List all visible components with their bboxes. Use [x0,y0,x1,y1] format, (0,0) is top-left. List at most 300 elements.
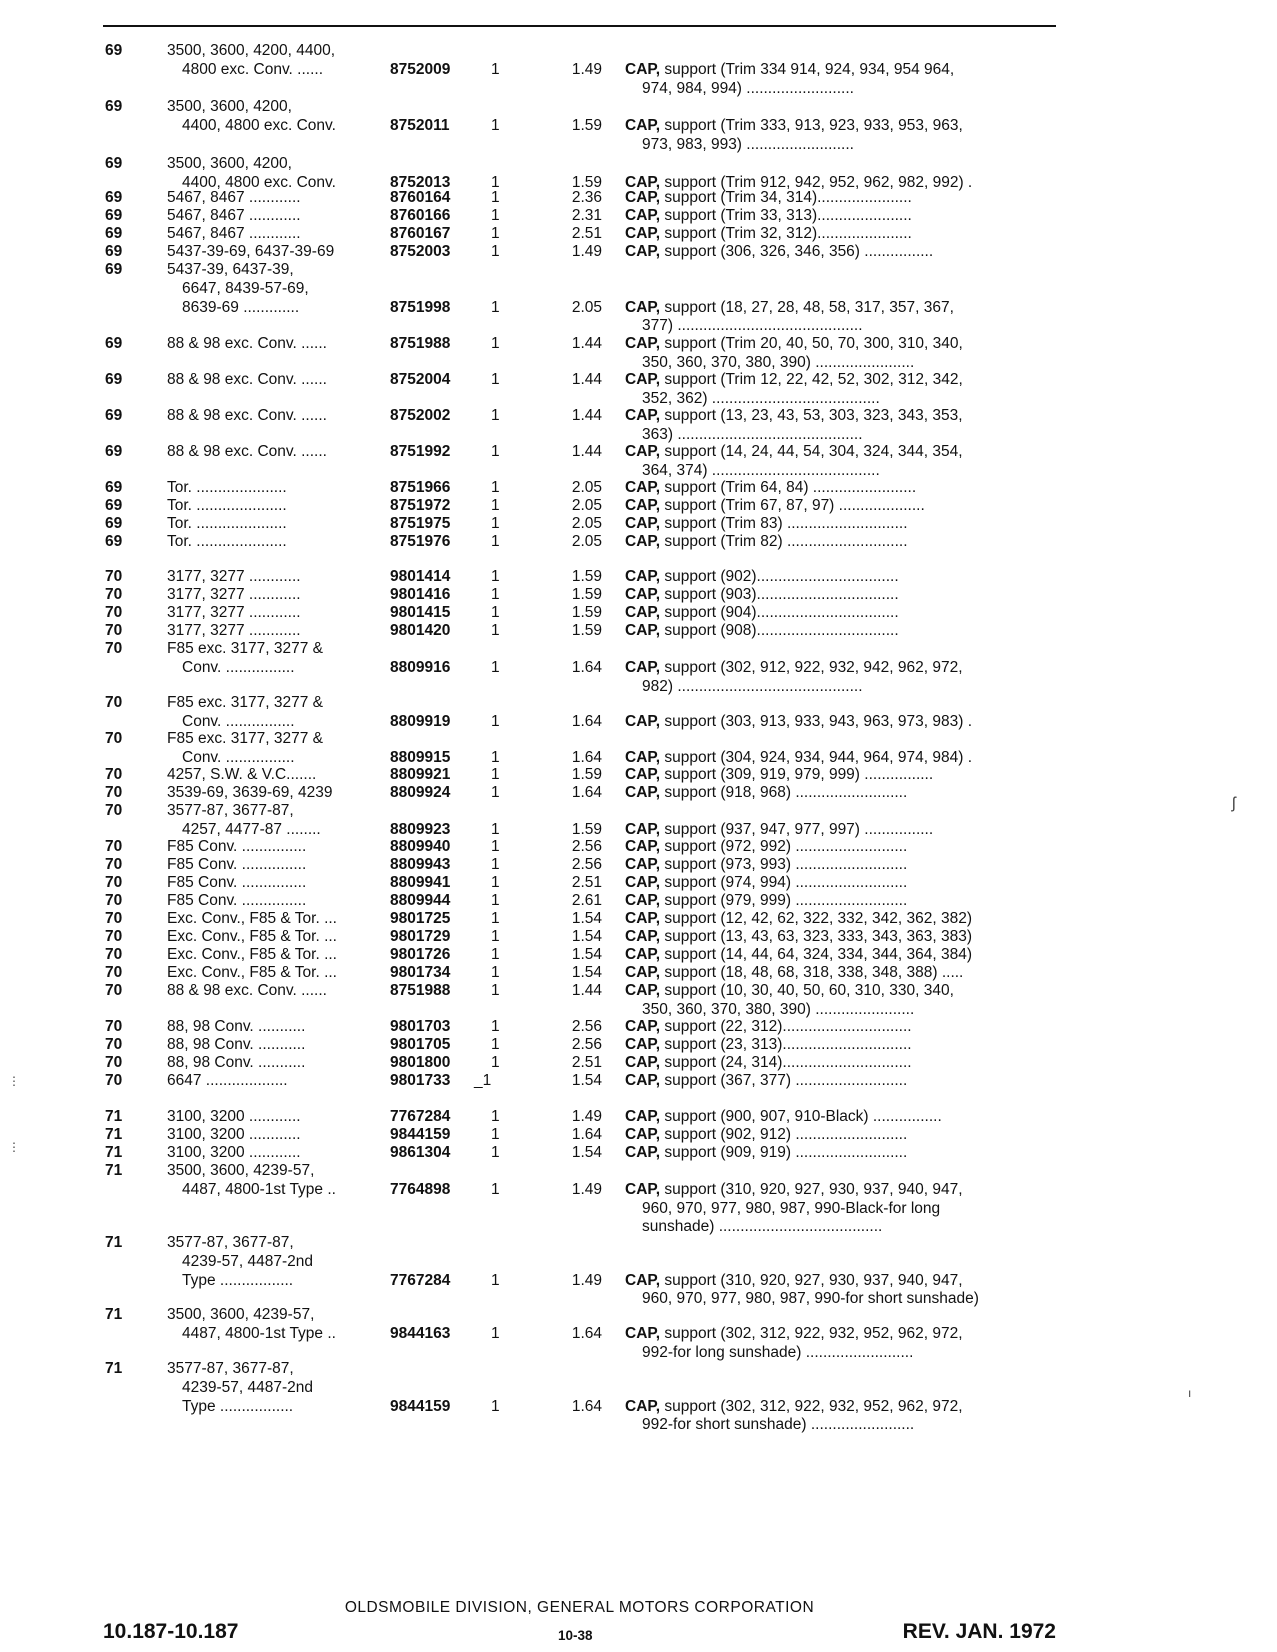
part-number: 8752004 [390,371,451,388]
part-description [625,784,1057,803]
model-line: 3500, 3600, 4239-57, [167,1306,315,1323]
model-year: 70 [105,1054,123,1071]
description-keyword: CAP, [625,964,661,981]
model-line: 5467, 8467 ............ [167,207,301,224]
quantity: 1 [491,60,500,78]
description-keyword: CAP, [625,1018,661,1035]
quantity: 1 [491,568,500,585]
part-description [625,910,1057,929]
model-applicability [167,838,385,857]
quantity: 1 [491,371,500,388]
model-line: Type ................. [182,1397,294,1415]
part-number: 8809923 [390,820,451,838]
part-number: 9801733 [390,1072,451,1089]
part-number: 8809940 [390,838,451,855]
model-line: 4800 exc. Conv. ...... [182,60,324,78]
part-number: 9801725 [390,910,451,927]
model-applicability [167,640,385,678]
description-line: 974, 984, 994) ......................... [642,79,854,97]
quantity: 1 [491,207,500,224]
price: 2.61 [571,892,602,909]
description-line: CAP, support (302, 312, 922, 932, 952, 962, 972, [625,1397,963,1415]
price: 1.64 [571,712,602,730]
part-number: 8760164 [390,189,451,206]
part-description [625,117,1057,155]
description-line: 377) ........................................... [642,317,863,335]
description-line: 992-for long sunshade) ......................... [642,1343,914,1361]
model-year: 70 [105,640,123,657]
model-year: 69 [105,443,123,460]
model-year: 71 [105,1126,123,1143]
description-line: 350, 360, 370, 380, 390) ....................... [642,1000,915,1018]
model-line: 3577-87, 3677-87, [167,1360,294,1377]
part-number: 8751972 [390,497,451,514]
description-keyword: CAP, [625,1054,661,1071]
model-applicability [167,1072,385,1091]
model-line: 4487, 4800-1st Type .. [182,1180,336,1198]
description-line: CAP, support (302, 312, 922, 932, 952, 962, 972, [625,1324,963,1342]
model-line: F85 exc. 3177, 3277 & [167,730,323,747]
description-line: CAP, support (10, 30, 40, 50, 60, 310, 330, 340, [625,982,954,999]
quantity: 1 [491,298,500,316]
description-line: 973, 983, 993) ......................... [642,135,854,153]
model-line: 6647, 8439-57-69, [182,279,309,297]
model-year: 69 [105,533,123,550]
part-description [625,497,1057,516]
model-line: 3500, 3600, 4200, [167,98,292,115]
description-line: CAP, support (937, 947, 977, 997) ................ [625,820,934,838]
price: 1.54 [571,964,602,981]
model-year: 70 [105,946,123,963]
price: 2.05 [571,515,602,532]
quantity: 1 [491,479,500,496]
part-number: 8809943 [390,856,451,873]
part-description [625,407,1057,445]
quantity: 1 [491,604,500,621]
description-line: CAP, support (900, 907, 910-Black) ................ [625,1108,942,1125]
description-line: CAP, support (18, 27, 28, 48, 58, 317, 357, 367, [625,298,954,316]
description-keyword: CAP, [625,874,661,891]
model-applicability [167,928,385,947]
part-description [625,586,1057,605]
description-line: CAP, support (974, 994) .......................... [625,874,908,891]
description-line: CAP, support (Trim 334 914, 924, 934, 954 964, [625,60,955,78]
model-applicability [167,98,385,136]
model-applicability [167,604,385,623]
description-keyword: CAP, [625,1072,661,1089]
quantity: 1 [491,856,500,873]
model-year: 69 [105,225,123,242]
model-line: F85 Conv. ............... [167,874,307,891]
model-year: 69 [105,407,123,424]
model-applicability [167,1054,385,1073]
model-applicability [167,1306,385,1344]
page-ref: 10.187-10.187 [103,1620,239,1643]
description-keyword: CAP, [625,1126,661,1143]
model-applicability [167,1162,385,1200]
price: 1.59 [571,173,602,191]
quantity: 1 [491,784,500,801]
model-year: 70 [105,892,123,909]
quantity: 1 [491,515,500,532]
price: 2.05 [571,533,602,550]
quantity: 1 [491,497,500,514]
model-year: 70 [105,874,123,891]
description-line: CAP, support (Trim 32, 312)...................... [625,225,912,242]
description-line: sunshade) ...................................... [642,1218,883,1236]
price: 2.56 [571,1018,602,1035]
model-applicability [167,892,385,911]
price: 2.51 [571,1054,602,1071]
part-number: 8751966 [390,479,451,496]
price: 1.54 [571,946,602,963]
price: 1.59 [571,568,602,585]
description-keyword: CAP, [625,838,661,855]
model-line: 5467, 8467 ............ [167,225,301,242]
description-line: CAP, support (Trim 33, 313)...................... [625,207,912,224]
model-line: Exc. Conv., F85 & Tor. ... [167,946,337,963]
model-line: 4400, 4800 exc. Conv. [182,116,336,134]
model-applicability [167,1018,385,1037]
model-year: 69 [105,335,123,352]
description-keyword: CAP, [625,586,661,603]
quantity: 1 [491,928,500,945]
part-description [625,1054,1057,1073]
part-number: 8751975 [390,515,451,532]
part-description [625,189,1057,208]
part-description [625,335,1057,373]
model-line: 3177, 3277 ............ [167,568,301,585]
model-applicability [167,243,385,262]
description-keyword: CAP, [625,1324,661,1342]
price: 1.44 [571,443,602,460]
model-line: 3500, 3600, 4239-57, [167,1162,315,1179]
part-description [625,1108,1057,1127]
price: 1.54 [571,910,602,927]
model-line: 3577-87, 3677-87, [167,1234,294,1251]
model-line: F85 Conv. ............... [167,838,307,855]
model-year: 70 [105,982,123,999]
top-rule [103,25,1056,27]
description-keyword: CAP, [625,766,661,783]
model-line: F85 Conv. ............... [167,892,307,909]
part-number: 8809924 [390,784,451,801]
part-description [625,821,1057,840]
model-year: 71 [105,1234,123,1251]
part-number: 8752003 [390,243,451,260]
model-year: 71 [105,1144,123,1161]
model-line: 3539-69, 3639-69, 4239 [167,784,333,801]
model-applicability [167,42,385,80]
part-number: 9801420 [390,622,451,639]
model-year: 70 [105,1018,123,1035]
model-applicability [167,371,385,390]
model-year: 70 [105,766,123,783]
part-description [625,1272,1057,1310]
price: 2.31 [571,207,602,224]
scan-mark: ʃ [1232,795,1236,812]
quantity: 1 [491,748,500,766]
description-keyword: CAP, [625,533,661,550]
quantity: 1 [491,243,500,260]
model-applicability [167,1126,385,1145]
description-keyword: CAP, [625,298,661,316]
model-year: 69 [105,371,123,388]
description-keyword: CAP, [625,60,661,78]
quantity: 1 [491,946,500,963]
part-description [625,874,1057,893]
part-number: 9801416 [390,586,451,603]
description-line: CAP, support (Trim 333, 913, 923, 933, 953, 963, [625,116,963,134]
description-keyword: CAP, [625,1271,661,1289]
description-line: CAP, support (904)................................. [625,604,899,621]
description-keyword: CAP, [625,515,661,532]
model-line: 88 & 98 exc. Conv. ...... [167,982,327,999]
price: 1.59 [571,820,602,838]
part-description [625,1325,1057,1363]
model-applicability [167,586,385,605]
model-year: 69 [105,207,123,224]
model-applicability [167,694,385,732]
model-line: Tor. ..................... [167,533,287,550]
price: 2.56 [571,838,602,855]
model-year: 70 [105,784,123,801]
model-applicability [167,1360,385,1416]
part-number: 8752009 [390,60,451,78]
model-applicability [167,407,385,426]
model-applicability [167,479,385,498]
model-line: 5437-39-69, 6437-39-69 [167,243,335,260]
part-description [625,243,1057,262]
model-line: 88, 98 Conv. ........... [167,1018,306,1035]
description-line: CAP, support (Trim 12, 22, 42, 52, 302, 312, 342, [625,371,963,388]
price: 1.44 [571,407,602,424]
part-number: 8751998 [390,298,451,316]
part-description [625,61,1057,99]
model-line: 4400, 4800 exc. Conv. [182,173,336,191]
model-applicability [167,155,385,193]
part-number: 9801734 [390,964,451,981]
price: 1.59 [571,604,602,621]
description-line: CAP, support (18, 48, 68, 318, 338, 348, 388) ..... [625,964,964,981]
model-line: Conv. ................ [182,748,295,766]
quantity: 1 [491,658,500,676]
model-line: 4239-57, 4487-2nd [182,1378,314,1396]
description-keyword: CAP, [625,748,661,766]
model-line: Exc. Conv., F85 & Tor. ... [167,964,337,981]
scan-mark: ı [1188,1386,1192,1400]
part-description [625,568,1057,587]
part-number: 8752013 [390,173,451,191]
description-line: 352, 362) ....................................... [642,389,880,407]
part-description [625,1018,1057,1037]
description-keyword: CAP, [625,173,661,191]
quantity: 1 [491,407,500,424]
quantity: 1 [491,1018,500,1035]
model-year: 70 [105,802,123,819]
description-keyword: CAP, [625,207,661,224]
quantity: 1 [491,1271,500,1289]
model-line: 5437-39, 6437-39, [167,261,294,278]
description-line: CAP, support (304, 924, 934, 944, 964, 974, 984) . [625,748,972,766]
model-applicability [167,622,385,641]
quantity: 1 [491,533,500,550]
model-line: 3577-87, 3677-87, [167,802,294,819]
part-number: 8809921 [390,766,451,783]
part-number: 9801415 [390,604,451,621]
model-line: Tor. ..................... [167,515,287,532]
description-line: CAP, support (Trim 20, 40, 50, 70, 300, 310, 340, [625,335,963,352]
description-keyword: CAP, [625,658,661,676]
part-description [625,1126,1057,1145]
quantity: 1 [491,1180,500,1198]
model-year: 69 [105,189,123,206]
part-description [625,964,1057,983]
price: 1.59 [571,766,602,783]
model-line: Conv. ................ [182,658,295,676]
model-year: 70 [105,1072,123,1089]
price: 1.59 [571,586,602,603]
description-line: 350, 360, 370, 380, 390) ....................... [642,353,915,371]
model-applicability [167,856,385,875]
price: 1.59 [571,116,602,134]
model-year: 71 [105,1162,123,1179]
model-line: 4257, S.W. & V.C....... [167,766,317,783]
model-applicability [167,1036,385,1055]
part-description [625,892,1057,911]
model-line: 3177, 3277 ............ [167,622,301,639]
description-keyword: CAP, [625,784,661,801]
quantity: 1 [491,1324,500,1342]
description-line: CAP, support (303, 913, 933, 943, 963, 973, 983) . [625,712,972,730]
description-keyword: CAP, [625,910,661,927]
description-line: CAP, support (902)................................. [625,568,899,585]
description-keyword: CAP, [625,1144,661,1161]
page-number: 10-38 [558,1628,593,1643]
quantity: 1 [491,1126,500,1143]
description-line: CAP, support (367, 377) .......................... [625,1072,908,1089]
model-line: 3100, 3200 ............ [167,1126,301,1143]
price: 1.64 [571,784,602,801]
model-line: 3500, 3600, 4200, 4400, [167,42,336,59]
description-line: CAP, support (12, 42, 62, 322, 332, 342, 362, 382) [625,910,972,927]
model-line: 3100, 3200 ............ [167,1144,301,1161]
scan-mark: ⋮ [8,1074,20,1088]
model-applicability [167,964,385,983]
price: 1.44 [571,371,602,388]
model-applicability [167,982,385,1001]
description-line: CAP, support (908)................................. [625,622,899,639]
model-year: 70 [105,586,123,603]
part-number: 9861304 [390,1144,451,1161]
description-keyword: CAP, [625,604,661,621]
quantity: 1 [491,586,500,603]
model-line: 88 & 98 exc. Conv. ...... [167,371,327,388]
part-description [625,1144,1057,1163]
price: 2.05 [571,479,602,496]
description-keyword: CAP, [625,892,661,909]
model-year: 71 [105,1306,123,1323]
model-applicability [167,443,385,462]
part-number: 9801703 [390,1018,451,1035]
model-applicability [167,802,385,840]
description-keyword: CAP, [625,497,661,514]
part-number: 8751976 [390,533,451,550]
description-keyword: CAP, [625,946,661,963]
description-keyword: CAP, [625,407,661,424]
price: 1.54 [571,1072,602,1089]
model-year: 71 [105,1360,123,1377]
quantity: 1 [491,189,500,206]
part-number: 8809941 [390,874,451,891]
model-line: Type ................. [182,1271,294,1289]
price: 1.64 [571,658,602,676]
description-line: CAP, support (909, 919) .......................... [625,1144,908,1161]
description-keyword: CAP, [625,928,661,945]
part-description [625,749,1057,768]
model-line: 3177, 3277 ............ [167,586,301,603]
part-number: 9844159 [390,1397,451,1415]
model-year: 69 [105,155,123,172]
price: 1.44 [571,335,602,352]
part-number: 8760166 [390,207,451,224]
model-line: Conv. ................ [182,712,295,730]
description-keyword: CAP, [625,856,661,873]
quantity: 1 [491,1108,500,1125]
description-line: CAP, support (14, 44, 64, 324, 334, 344, 364, 384) [625,946,972,963]
price: 1.54 [571,1144,602,1161]
part-number: 9801726 [390,946,451,963]
model-year: 69 [105,261,123,278]
model-applicability [167,910,385,929]
part-number: 7767284 [390,1271,451,1289]
model-line: 88 & 98 exc. Conv. ...... [167,443,327,460]
price: 1.64 [571,1126,602,1143]
price: 1.44 [571,982,602,999]
model-year: 69 [105,497,123,514]
footer-division-text: OLDSMOBILE DIVISION, GENERAL MOTORS CORPORATION [341,1599,818,1616]
model-line: 4239-57, 4487-2nd [182,1252,314,1270]
description-line: CAP, support (972, 992) .......................... [625,838,908,855]
quantity: 1 [491,964,500,981]
quantity: 1 [491,443,500,460]
quantity: 1 [491,225,500,242]
scan-mark: ⋮ [8,1140,20,1154]
part-number: 8809915 [390,748,451,766]
model-line: Tor. ..................... [167,479,287,496]
price: 2.51 [571,225,602,242]
description-keyword: CAP, [625,820,661,838]
description-line: CAP, support (23, 313).............................. [625,1036,912,1053]
part-description [625,1072,1057,1091]
description-line: CAP, support (310, 920, 927, 930, 937, 940, 947, [625,1271,963,1289]
quantity: 1 [491,173,500,191]
description-keyword: CAP, [625,335,661,352]
price: 1.49 [571,60,602,78]
part-number: 9801414 [390,568,451,585]
revision-date: REV. JAN. 1972 [902,1620,1056,1643]
description-line: CAP, support (Trim 34, 314)...................... [625,189,912,206]
part-number: 8751988 [390,982,451,999]
quantity: 1 [491,1144,500,1161]
part-description [625,515,1057,534]
description-line: CAP, support (22, 312).............................. [625,1018,912,1035]
model-applicability [167,568,385,587]
description-keyword: CAP, [625,371,661,388]
model-line: 88 & 98 exc. Conv. ...... [167,335,327,352]
quantity: 1 [491,335,500,352]
part-description [625,207,1057,226]
